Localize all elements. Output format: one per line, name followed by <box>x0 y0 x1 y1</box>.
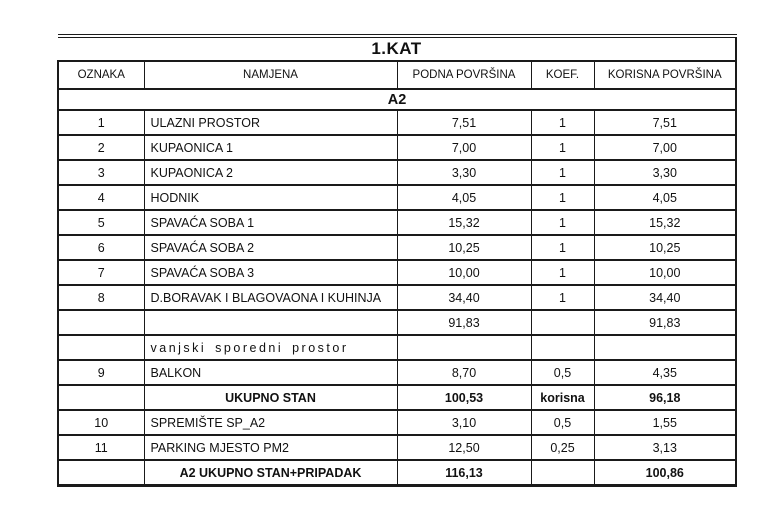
cell-podna: 34,40 <box>397 285 531 310</box>
table-row <box>58 385 736 410</box>
table-row <box>58 435 736 460</box>
cell-oznaka: 9 <box>58 360 144 385</box>
cell-korisna: 91,83 <box>594 310 736 335</box>
cell-korisna: 96,18 <box>594 385 736 410</box>
cell-oznaka: 3 <box>58 160 144 185</box>
cell-korisna: 15,32 <box>594 210 736 235</box>
cell-oznaka: 1 <box>58 110 144 135</box>
cell-korisna: 7,51 <box>594 110 736 135</box>
cell-korisna: 3,13 <box>594 435 736 460</box>
cell-namjena: SPAVAĆA SOBA 2 <box>144 235 397 260</box>
cell-koef <box>531 335 594 360</box>
cell-korisna: 10,25 <box>594 235 736 260</box>
column-header-koef: KOEF. <box>531 61 594 89</box>
column-header-namjena: NAMJENA <box>144 61 397 89</box>
cell-namjena: HODNIK <box>144 185 397 210</box>
cell-podna <box>397 335 531 360</box>
cell-namjena: SPAVAĆA SOBA 1 <box>144 210 397 235</box>
cell-korisna: 34,40 <box>594 285 736 310</box>
cell-koef: korisna <box>531 385 594 410</box>
cell-korisna: 7,00 <box>594 135 736 160</box>
cell-oznaka: 11 <box>58 435 144 460</box>
cell-podna: 3,10 <box>397 410 531 435</box>
cell-podna: 4,05 <box>397 185 531 210</box>
cell-oznaka <box>58 310 144 335</box>
cell-namjena: PARKING MJESTO PM2 <box>144 435 397 460</box>
cell-oznaka: 10 <box>58 410 144 435</box>
cell-koef: 1 <box>531 160 594 185</box>
cell-koef: 1 <box>531 210 594 235</box>
floor-area-sheet <box>57 34 737 487</box>
cell-korisna: 1,55 <box>594 410 736 435</box>
floor-title: 1.KAT <box>58 36 736 61</box>
table-row <box>58 460 736 486</box>
cell-koef: 0,5 <box>531 360 594 385</box>
cell-podna: 7,51 <box>397 110 531 135</box>
cell-namjena: KUPAONICA 1 <box>144 135 397 160</box>
cell-koef: 1 <box>531 110 594 135</box>
section-label: A2 <box>58 89 736 110</box>
cell-koef: 0,5 <box>531 410 594 435</box>
cell-podna: 7,00 <box>397 135 531 160</box>
cell-oznaka: 4 <box>58 185 144 210</box>
floor-area-table <box>57 34 737 487</box>
table-row <box>58 185 736 210</box>
cell-oznaka <box>58 385 144 410</box>
cell-koef: 1 <box>531 260 594 285</box>
cell-korisna <box>594 335 736 360</box>
cell-oznaka: 6 <box>58 235 144 260</box>
table-row <box>58 310 736 335</box>
cell-korisna: 100,86 <box>594 460 736 486</box>
table-row <box>58 160 736 185</box>
cell-oznaka: 8 <box>58 285 144 310</box>
cell-oznaka <box>58 335 144 360</box>
table-row <box>58 260 736 285</box>
table-row <box>58 235 736 260</box>
cell-koef: 1 <box>531 285 594 310</box>
table-row <box>58 410 736 435</box>
cell-korisna: 4,35 <box>594 360 736 385</box>
column-header-oznaka: OZNAKA <box>58 61 144 89</box>
cell-koef <box>531 460 594 486</box>
cell-namjena: KUPAONICA 2 <box>144 160 397 185</box>
cell-koef: 0,25 <box>531 435 594 460</box>
cell-namjena: SPAVAĆA SOBA 3 <box>144 260 397 285</box>
table-row <box>58 285 736 310</box>
cell-podna: 116,13 <box>397 460 531 486</box>
cell-podna: 8,70 <box>397 360 531 385</box>
cell-namjena: UKUPNO STAN <box>144 385 397 410</box>
table-row <box>58 110 736 135</box>
cell-namjena: vanjski sporedni prostor <box>144 335 397 360</box>
table-row <box>58 335 736 360</box>
cell-podna: 100,53 <box>397 385 531 410</box>
cell-namjena: D.BORAVAK I BLAGOVAONA I KUHINJA <box>144 285 397 310</box>
cell-podna: 10,00 <box>397 260 531 285</box>
cell-oznaka: 2 <box>58 135 144 160</box>
cell-oznaka: 7 <box>58 260 144 285</box>
cell-podna: 91,83 <box>397 310 531 335</box>
cell-namjena: SPREMIŠTE SP_A2 <box>144 410 397 435</box>
cell-korisna: 3,30 <box>594 160 736 185</box>
cell-koef: 1 <box>531 185 594 210</box>
cell-korisna: 10,00 <box>594 260 736 285</box>
section-row <box>58 89 736 110</box>
cell-podna: 15,32 <box>397 210 531 235</box>
cell-podna: 10,25 <box>397 235 531 260</box>
table-row <box>58 210 736 235</box>
cell-namjena: BALKON <box>144 360 397 385</box>
column-header-podna: PODNA POVRŠINA <box>397 61 531 89</box>
table-body <box>58 110 736 486</box>
cell-podna: 3,30 <box>397 160 531 185</box>
cell-namjena <box>144 310 397 335</box>
cell-korisna: 4,05 <box>594 185 736 210</box>
cell-koef <box>531 310 594 335</box>
cell-namjena: A2 UKUPNO STAN+PRIPADAK <box>144 460 397 486</box>
cell-koef: 1 <box>531 235 594 260</box>
cell-oznaka: 5 <box>58 210 144 235</box>
cell-podna: 12,50 <box>397 435 531 460</box>
header-row <box>58 61 736 89</box>
column-header-korisna: KORISNA POVRŠINA <box>594 61 736 89</box>
cell-oznaka <box>58 460 144 486</box>
table-row <box>58 360 736 385</box>
table-row <box>58 135 736 160</box>
floor-title-row <box>58 36 736 61</box>
cell-koef: 1 <box>531 135 594 160</box>
cell-namjena: ULAZNI PROSTOR <box>144 110 397 135</box>
